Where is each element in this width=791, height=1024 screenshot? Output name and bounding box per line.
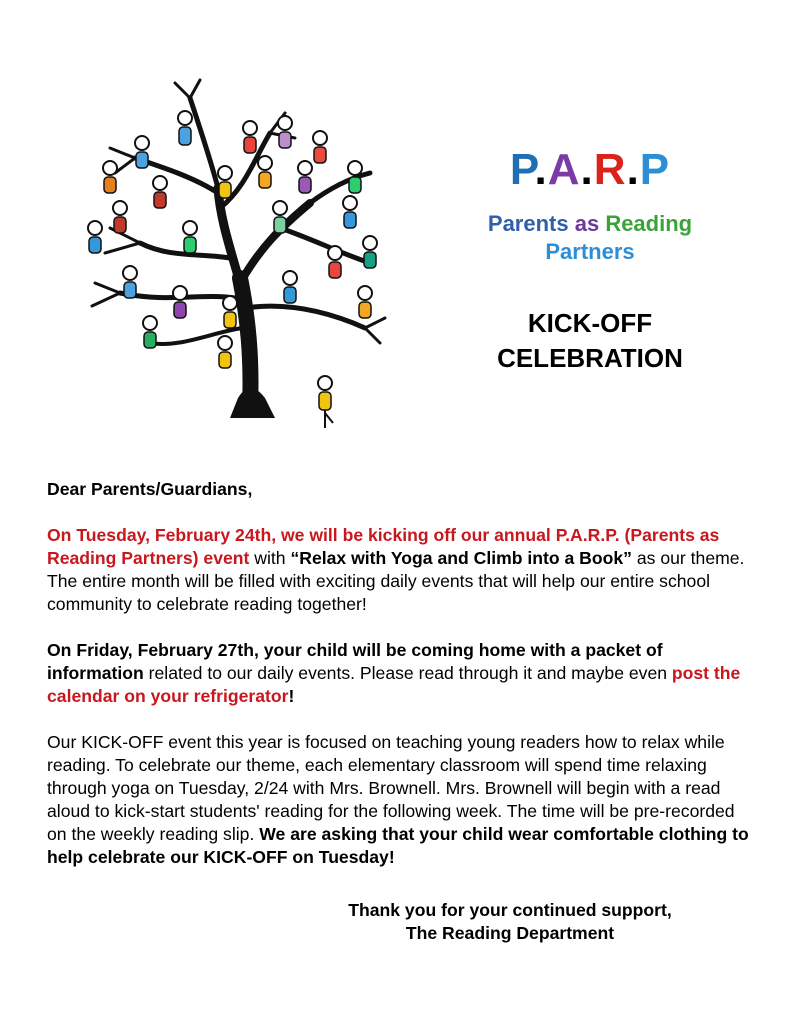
subtitle-as: as	[574, 211, 606, 236]
kickoff-line1: KICK-OFF	[527, 308, 653, 338]
yoga-tree-illustration	[80, 78, 400, 440]
parp-dot-3: .	[626, 145, 640, 194]
p2-rest: related to our daily events. Please read through it and maybe even	[143, 663, 672, 683]
kickoff-line2: CELEBRATION	[497, 343, 683, 373]
paragraph-2	[47, 639, 757, 708]
p2-red: post the calendar on your refrigerator	[47, 663, 741, 706]
p2-bold: On Friday, February 27th, your child will be coming home with a packet of information	[47, 640, 663, 683]
subtitle	[440, 210, 740, 266]
parp-dot-2: .	[580, 145, 594, 194]
title-block	[440, 140, 740, 376]
p3-text: Our KICK-OFF event this year is focused on teaching young readers how to relax while reading. To celebrate our theme, each elementary classroom will spend time relaxing through yoga on Tuesday, 2/24 with Mrs. Brownell. Mrs. Brownell will begin with a read aloud to kick-start students' reading for the following week. The time will be pre-recorded on the weekly reading slip.	[47, 732, 735, 844]
parp-letter-p1: P	[509, 145, 535, 194]
signature-line1: Thank you for your continued support,	[348, 900, 672, 920]
parp-letter-a: A	[547, 145, 581, 194]
p1-theme: “Relax with Yoga and Climb into a Book”	[290, 548, 632, 568]
signature-line2: The Reading Department	[405, 923, 615, 943]
p1-with: with	[249, 548, 291, 568]
paragraph-1	[47, 524, 757, 616]
parp-dot-1: .	[534, 145, 548, 194]
subtitle-parents: Parents	[487, 211, 575, 236]
paragraph-3	[47, 731, 757, 869]
letter-body	[47, 478, 757, 892]
parp-letter-p2: P	[639, 145, 671, 194]
signature	[300, 899, 720, 945]
parp-title	[440, 140, 740, 200]
greeting: Dear Parents/Guardians,	[47, 479, 253, 499]
p1-rest: as our theme. The entire month will be filled with exciting daily events that will help our entire school community to celebrate reading together!	[47, 548, 745, 614]
p2-end: !	[288, 686, 295, 706]
subtitle-reading: Reading	[605, 211, 693, 236]
p1-red-text: On Tuesday, February 24th, we will be kicking off our annual P.A.R.P. (Parents as Reading Partners) event	[47, 525, 720, 568]
kickoff-heading	[440, 306, 740, 376]
subtitle-partners: Partners	[545, 239, 635, 264]
p3-bold: We are asking that your child wear comfortable clothing to help celebrate our KICK-OFF on Tuesday!	[47, 824, 749, 867]
parp-letter-r: R	[593, 145, 627, 194]
